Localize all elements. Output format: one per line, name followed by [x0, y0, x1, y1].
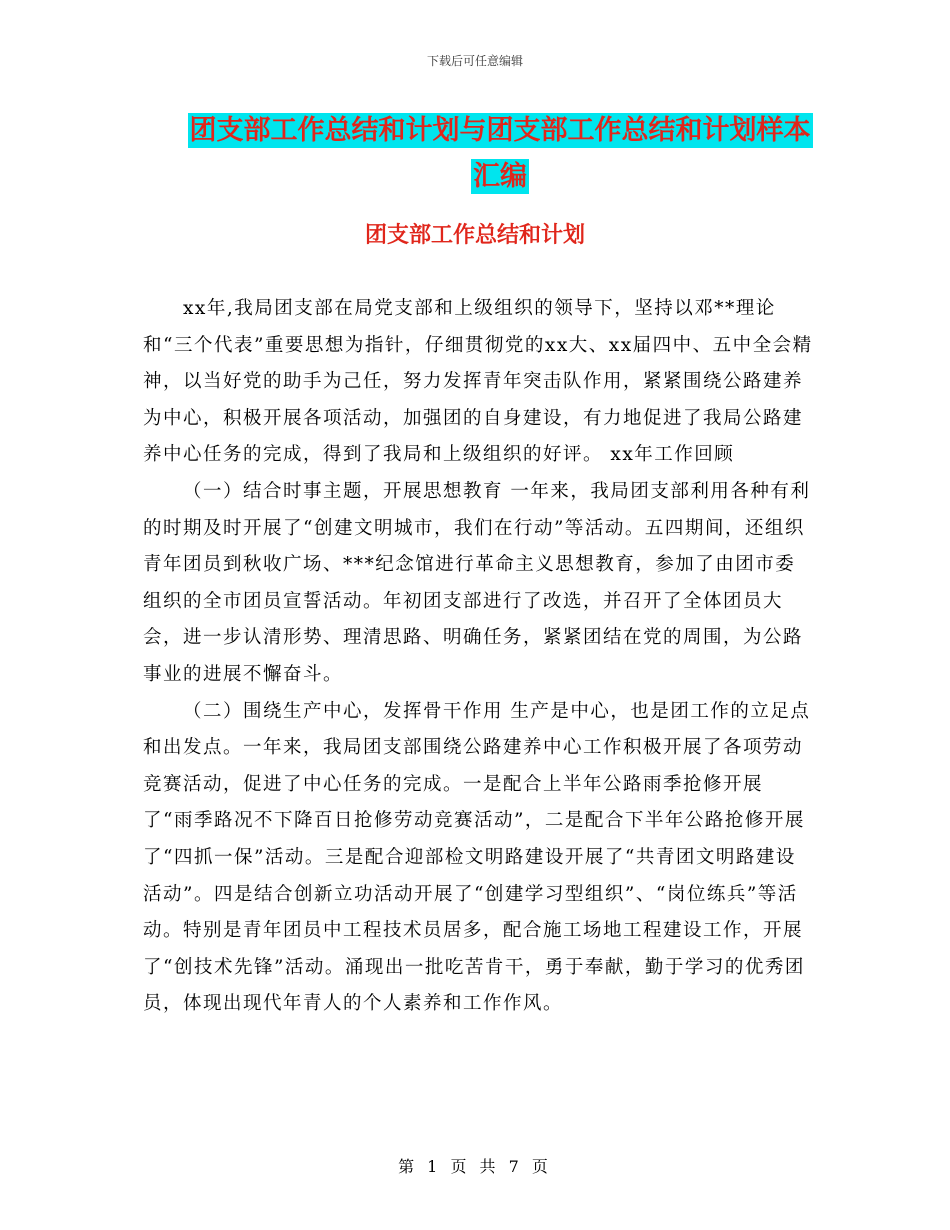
section-title: 团支部工作总结和计划 [364, 223, 585, 248]
paragraph-section-1: （一）结合时事主题，开展思想教育 一年来，我局团支部利用各种有利的时期及时开展了“创建文明城市，我们在行动”等活动。五四期间，还组织青年团员到秋收广场、***纪念馆进行革命主义思想教育，参加了由团市委组织的全市团员宣誓活动。年初团支部进行了改选，并召开了全体团员大会，进一步认清形势、理清思路、明确任务，紧紧团结在党的周围，为公路事业的进展不懈奋斗。 [143, 480, 811, 685]
document-body [143, 291, 813, 1023]
page-header-note: 下载后可任意编辑 [426, 54, 523, 68]
document-title [150, 108, 850, 200]
document-title-line-2: 汇编 [473, 161, 527, 192]
paragraph-intro: xx年,我局团支部在局党支部和上级组织的领导下，坚持以邓**理论和“三个代表”重要思想为指针，仔细贯彻党的xx大、xx届四中、五中全会精神，以当好党的助手为己任，努力发挥青年突击队作用，紧紧围绕公路建养为中心，积极开展各项活动，加强团的自身建设，有力地促进了我局公路建养中心任务的完成，得到了我局和上级组织的好评。 xx年工作回顾 [143, 298, 813, 466]
paragraph-section-2: （二）围绕生产中心，发挥骨干作用 生产是中心，也是团工作的立足点和出发点。一年来，我局团支部围绕公路建养中心工作积极开展了各项劳动竞赛活动，促进了中心任务的完成。一是配合上半年公路雨季抢修开展了“雨季路况不下降百日抢修劳动竞赛活动”，二是配合下半年公路抢修开展了“四抓一保”活动。三是配合迎部检文明路建设开展了“共青团文明路建设活动”。四是结合创新立功活动开展了“创建学习型组织”、“岗位练兵”等活动。特别是青年团员中工程技术员居多，配合施工场地工程建设工作，开展了“创技术先锋”活动。涌现出一批吃苦肯干，勇于奉献，勤于学习的优秀团员，体现出现代年青人的个人素养和工作作风。 [143, 700, 811, 1015]
document-title-line-1: 团支部工作总结和计划与团支部工作总结和计划样本 [189, 115, 811, 146]
page-number: 第 1 页 共 7 页 [398, 1157, 552, 1176]
